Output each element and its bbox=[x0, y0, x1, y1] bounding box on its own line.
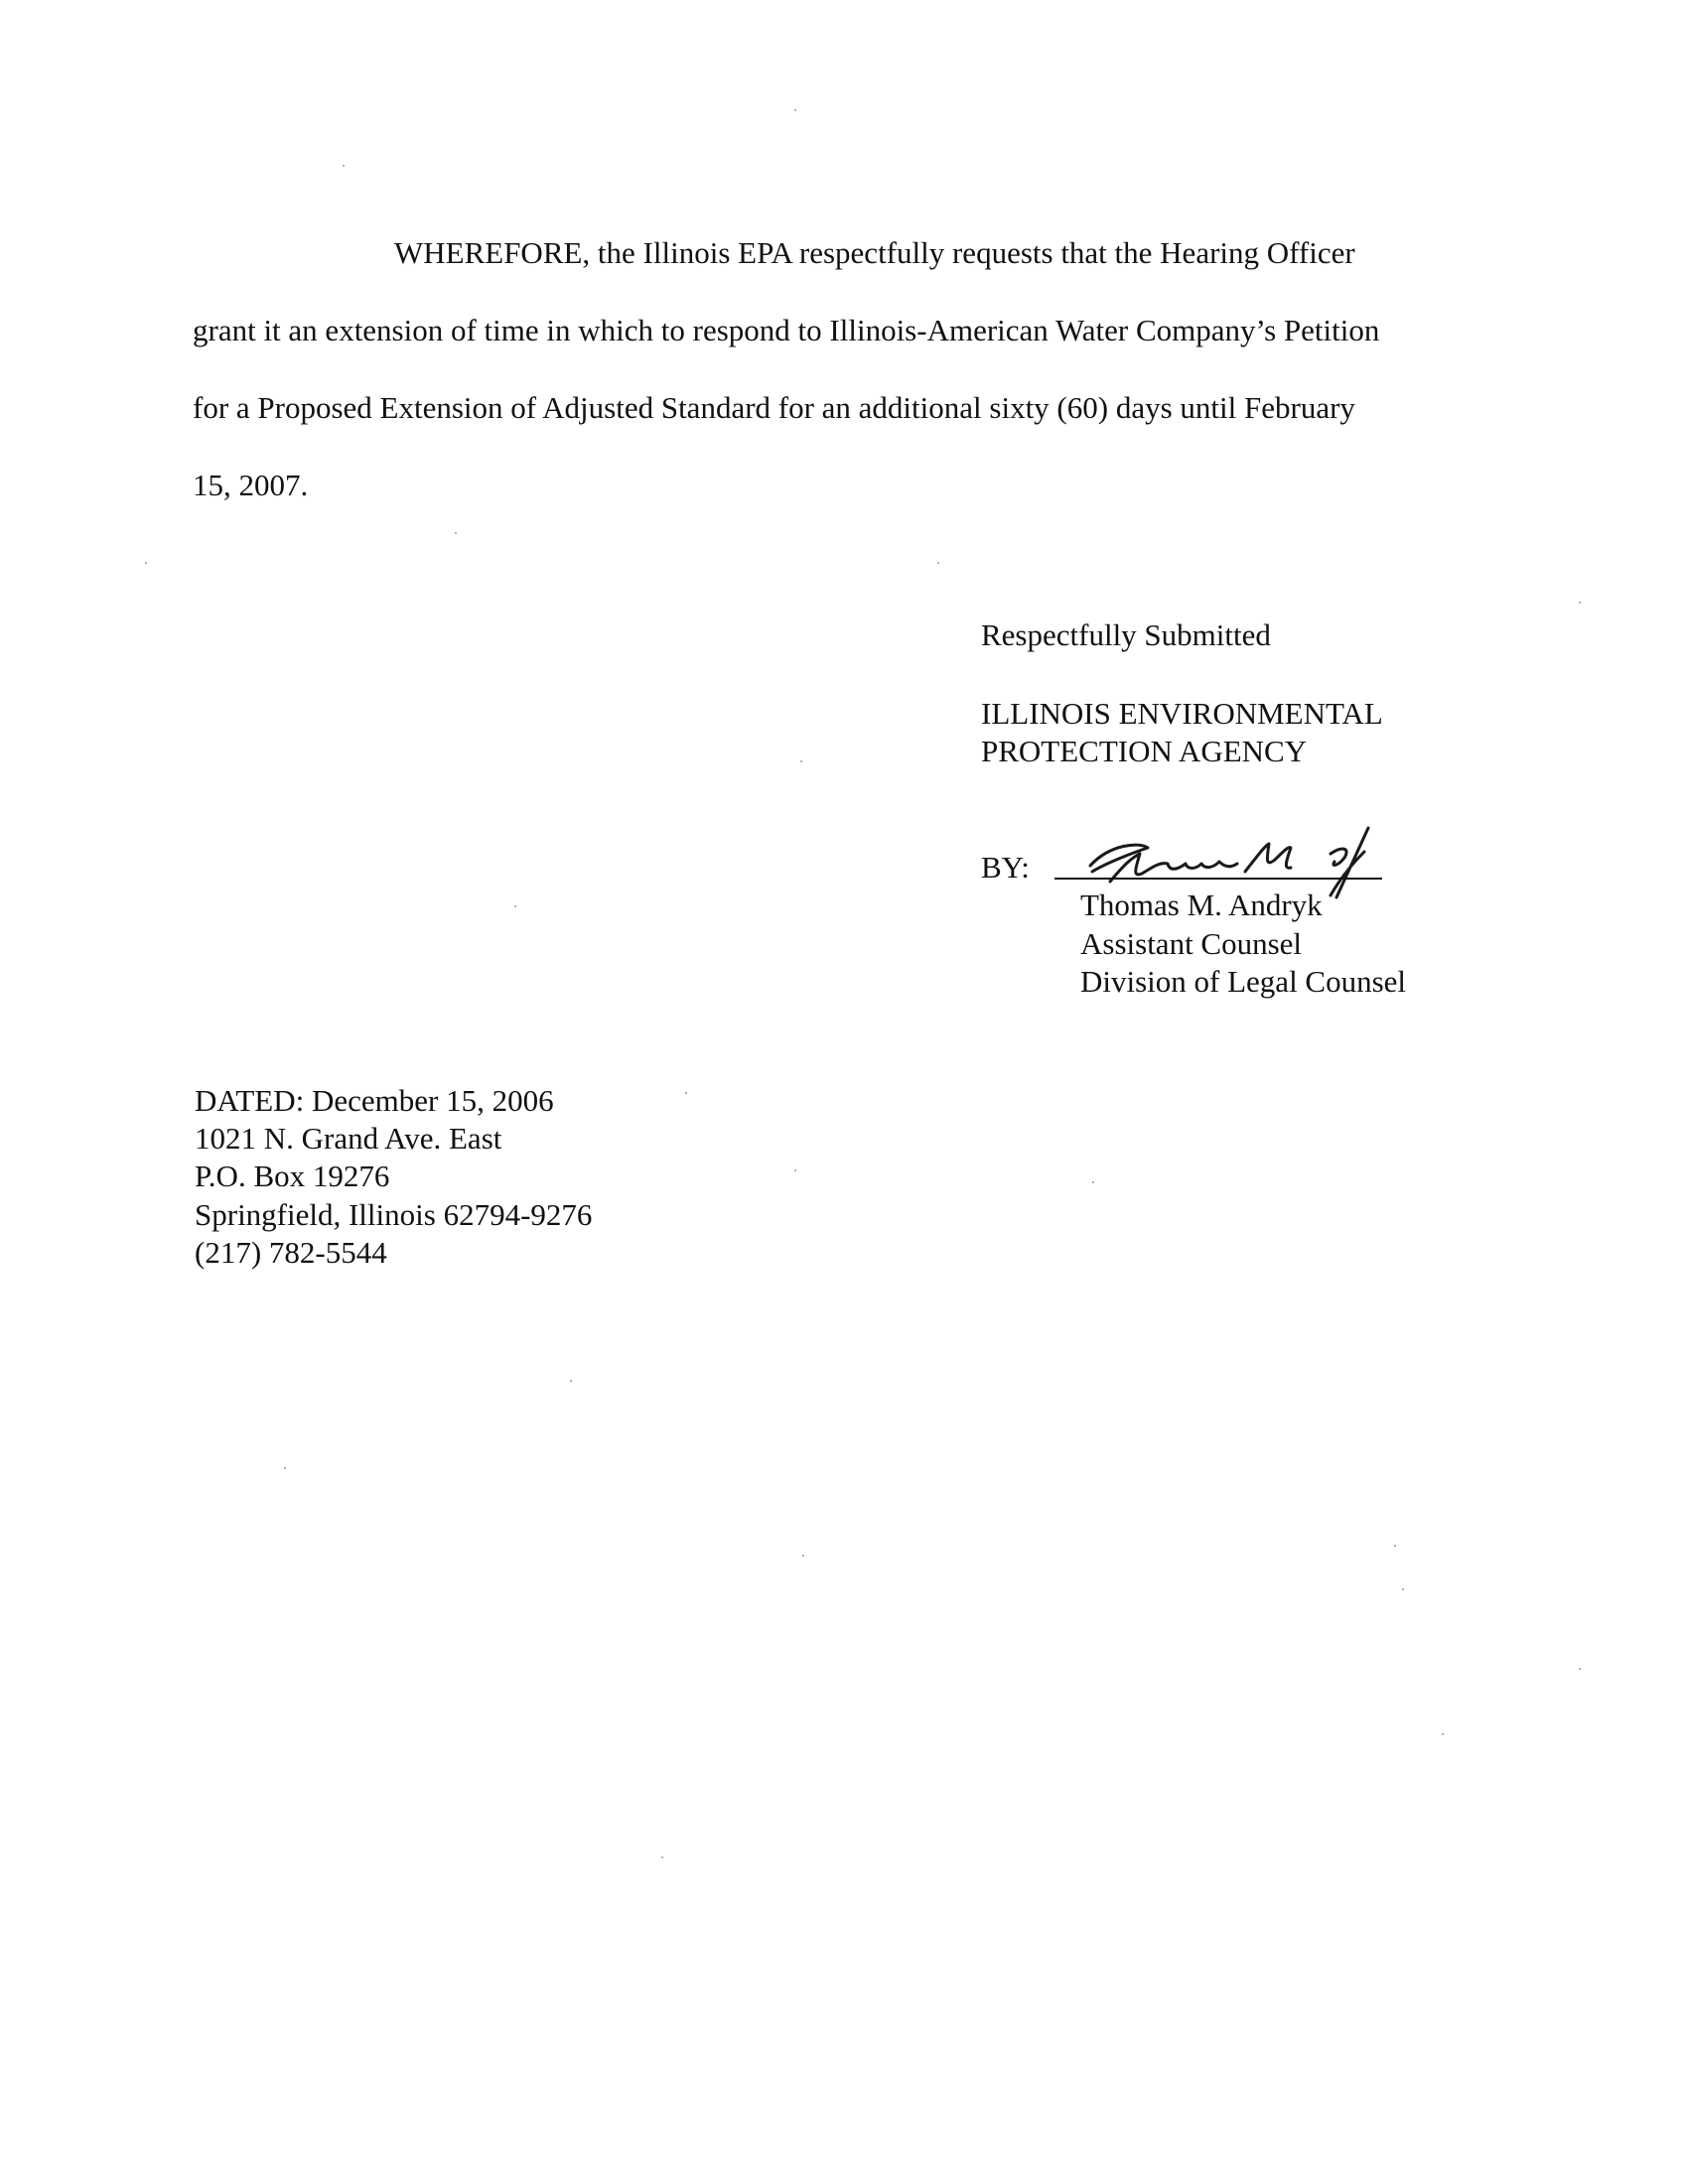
scan-speck bbox=[455, 532, 457, 534]
signer-division: Division of Legal Counsel bbox=[1080, 964, 1407, 999]
address-line-2: P.O. Box 19276 bbox=[195, 1159, 390, 1193]
paragraph-line-1: WHEREFORE, the Illinois EPA respectfully requests that the Hearing Officer bbox=[394, 235, 1355, 270]
scan-speck bbox=[661, 1856, 663, 1858]
signer-name: Thomas M. Andryk bbox=[1080, 887, 1323, 922]
scan-speck bbox=[1579, 602, 1581, 604]
paragraph-line-4: 15, 2007. bbox=[193, 468, 309, 502]
scan-speck bbox=[794, 1169, 796, 1171]
phone-number: (217) 782-5544 bbox=[195, 1235, 387, 1270]
agency-name-line-1: ILLINOIS ENVIRONMENTAL bbox=[981, 696, 1383, 731]
agency-name-line-2: PROTECTION AGENCY bbox=[981, 734, 1308, 768]
paragraph-line-3: for a Proposed Extension of Adjusted Standard for an additional sixty (60) days until February bbox=[193, 390, 1355, 425]
scan-speck bbox=[343, 165, 345, 167]
scan-speck bbox=[1442, 1733, 1444, 1735]
scan-speck bbox=[570, 1380, 572, 1382]
scan-speck bbox=[1394, 1545, 1396, 1547]
scan-speck bbox=[800, 760, 802, 762]
scan-speck bbox=[685, 1092, 687, 1094]
signer-title: Assistant Counsel bbox=[1080, 926, 1303, 961]
scan-speck bbox=[1402, 1588, 1404, 1590]
paragraph-line-2: grant it an extension of time in which to respond to Illinois-American Water Company’s Petition bbox=[193, 313, 1380, 347]
address-line-1: 1021 N. Grand Ave. East bbox=[195, 1121, 502, 1156]
address-line-3: Springfield, Illinois 62794-9276 bbox=[195, 1197, 593, 1232]
scan-speck bbox=[802, 1555, 804, 1557]
closing-text: Respectfully Submitted bbox=[981, 617, 1271, 652]
by-label: BY: bbox=[981, 850, 1030, 885]
scan-speck bbox=[1579, 1668, 1581, 1670]
dated-line: DATED: December 15, 2006 bbox=[195, 1083, 554, 1118]
scan-speck bbox=[1092, 1181, 1094, 1183]
scan-speck bbox=[937, 562, 939, 564]
scan-speck bbox=[284, 1467, 286, 1469]
scan-speck bbox=[514, 905, 516, 907]
scan-speck bbox=[794, 109, 796, 111]
scan-speck bbox=[145, 562, 147, 564]
signature-line bbox=[1054, 878, 1382, 880]
